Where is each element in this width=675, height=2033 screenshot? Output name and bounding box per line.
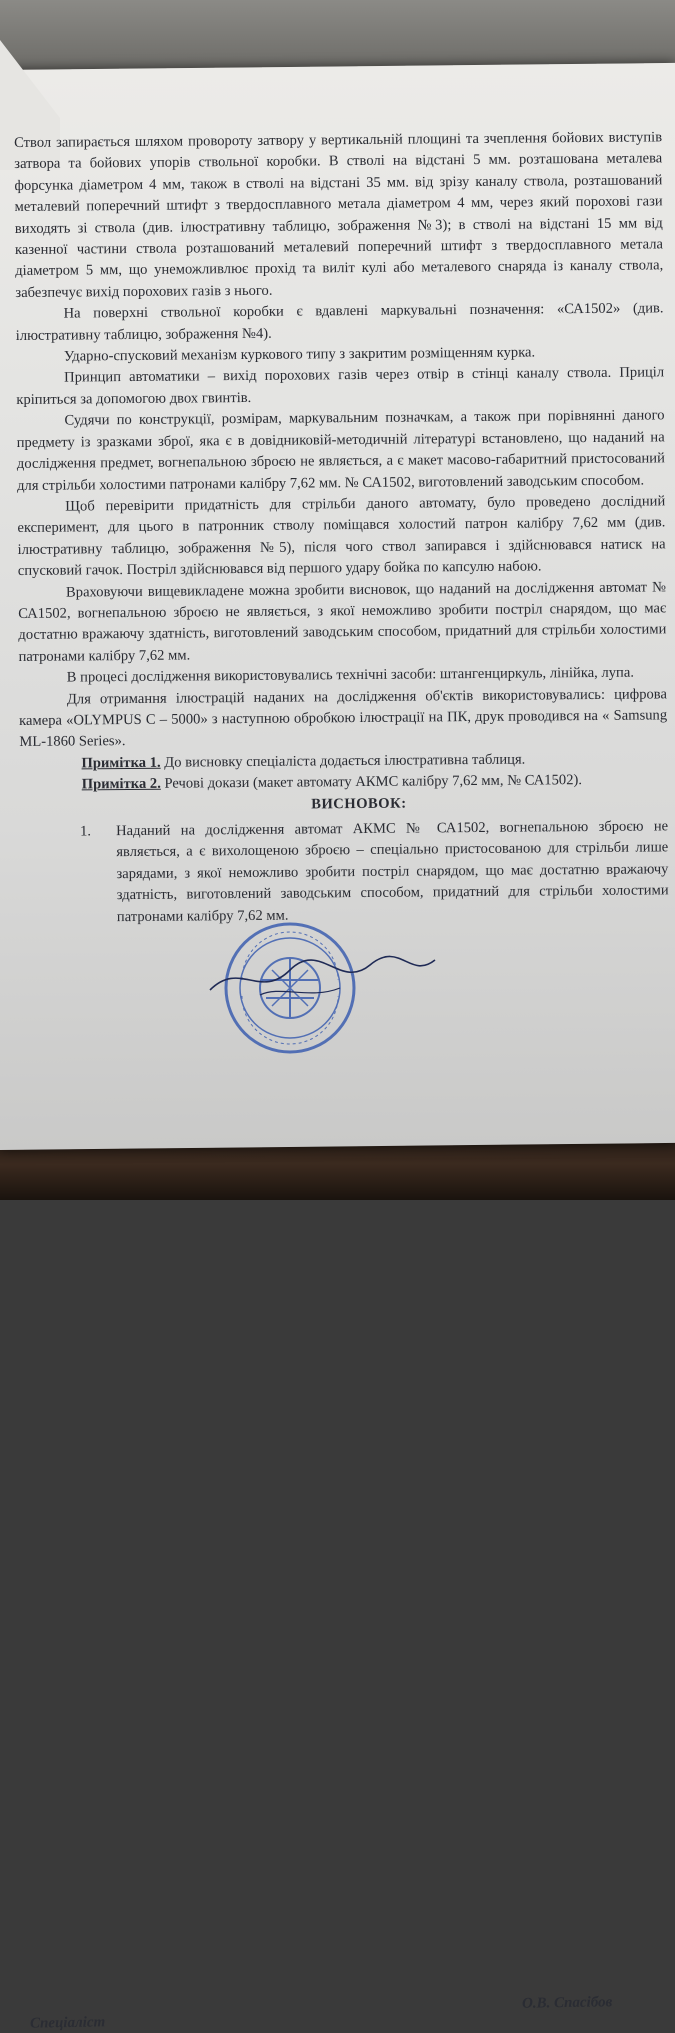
paragraph-markings: На поверхні ствольної коробки є вдавлені маркувальні позначення: «СА1502» (див. ілюстративну таблицю, зображення №4). xyxy=(15,300,664,344)
note-1-text: До висновку спеціаліста додається ілюстративна таблиця. xyxy=(160,751,526,771)
conclusion-item-text: Наданий на дослідження автомат АКМС № СА1502, вогнепальною зброєю не являється, а є вихолощеною зброєю – спеціально пристосованою для стрільби лише зарядами, з якої неможливо зробити постріл снарядом, що має достатню вражаючу здатність, виготовлений заводським способом, придатний для стрільби холостими патронами калібру 7,62 мм. xyxy=(116,818,669,925)
conclusion-item xyxy=(80,816,669,928)
document-body xyxy=(14,127,669,929)
specialist-name: О.В. Спасібов xyxy=(521,1994,613,2012)
conclusion-item-number: 1. xyxy=(80,823,92,840)
paragraph-experiment: Щоб перевірити придатність для стрільби даного автомату, було проведено дослідний експеримент, для цього в патронник стволу поміщався холостий патрон калібру 7,62 мм (див. ілюстративну таблицю, зображення №5), після чого ствол запирався і здійснювався натиск на спусковий гачок. Постріл здійснювався від першого удару бойка по капсулю набою. xyxy=(17,493,666,580)
paragraph-trigger: Ударно-спусковий механізм куркового типу з закритим розміщенням курка. xyxy=(63,344,536,365)
handwritten-signature-icon xyxy=(200,950,440,1010)
paragraph-conclusion-summary: Враховуючи вищевикладене можна зробити висновок, що наданий на дослідження автомат № СА1502, вогнепальною зброєю не являється, з якої неможливо зробити постріл снарядом, що має достатню вражаючу здатність, виготовлений заводським способом, придатний для стрільби холостими патронами калібру 7,62 мм. xyxy=(18,578,667,665)
paragraph-assessment: Судячи по конструкції, розмірам, маркувальним позначкам, а також при порівнянні даного предмету із зразками зброї, яка є в довідниковій-методичній літературі встановлено, що наданий на дослідження предмет, вогнепальною зброєю не являється, а є макет масово-габаритний пристосований для стрільби холостими патронами калібру 7,62 мм. № СА1502, виготовлений заводським способом. xyxy=(16,407,665,494)
specialist-label: Спеціаліст xyxy=(29,2014,106,2032)
background-desk xyxy=(0,1140,675,1200)
conclusion-heading: ВИСНОВОК: xyxy=(311,795,407,813)
paragraph-automatics: Принцип автоматики – вихід порохових газів через отвір в стінці каналу ствола. Приціл кріпиться за допомогою двох гвинтів. xyxy=(16,364,665,408)
note-2-label: Примітка 2. xyxy=(81,775,161,793)
paragraph-illustrations: Для отримання ілюстрацій наданих на дослідження об'єктів використовувались: цифрова камера «OLYMPUS C – 5000» з наступною обробкою ілюстрації на ПК, друк проводився на « Samsung ML-1860 Series». xyxy=(19,685,668,751)
paragraph-barrel: Ствол запирається шляхом провороту затвору у вертикальній площині та зчеплення бойових виступів затвора та бойових упорів ствольної коробки. В стволі на відстані 5 мм. розташована металева форсунка діаметром 4 мм, також в стволі на відстані 35 мм. від зрізу каналу ствола, розташований металевий поперечний штифт з твердосплавного метала діаметром 4 мм, через який порохові гази виходять зі ствола (див. ілюстративну таблицю, зображення №3); в стволі на відстані 15 мм від казенної частини ствола розташований металевий поперечний штифт з твердосплавного метала діаметром 5 мм, що унеможливлює прохід та виліт кулі або металевого снаряда із каналу ствола, забезпечує вихід порохових газів з нього. xyxy=(14,129,664,301)
note-2-text: Речові докази (макет автомату АКМС калібру 7,62 мм, № СА1502). xyxy=(160,772,583,792)
note-1-label: Примітка 1. xyxy=(81,754,161,772)
paragraph-tools: В процесі дослідження використовувались технічні засоби: штангенциркуль, лінійка, лупа. xyxy=(66,664,635,686)
